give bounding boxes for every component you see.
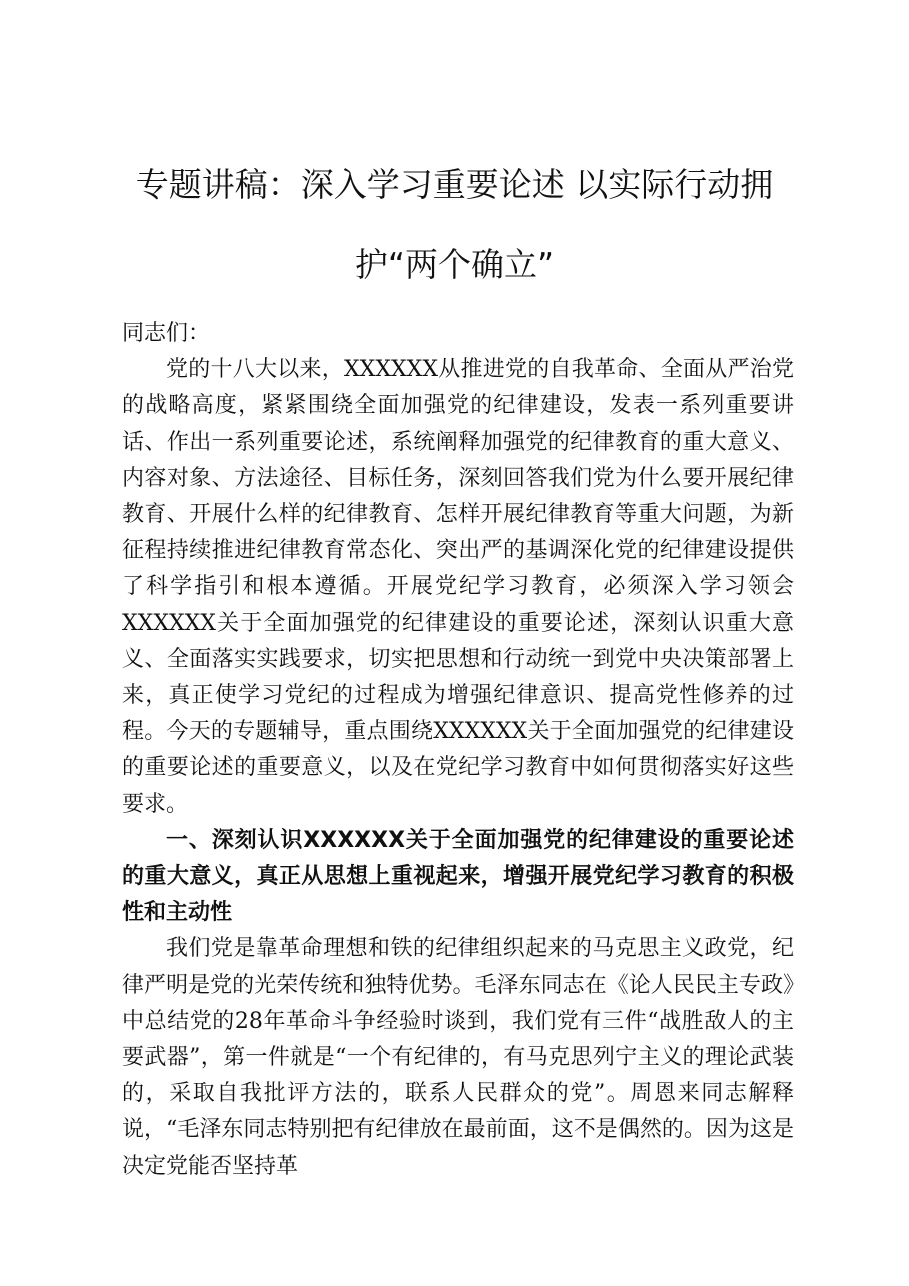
section-heading-1: 一、深刻认识XXXXXX关于全面加强党的纪律建设的重要论述的重大意义，真正从思想上重视起来，增强开展党纪学习教育的积极性和主动性 (122, 827, 794, 926)
document-title-line-1: 专题讲稿：深入学习重要论述 以实际行动拥 (135, 165, 774, 204)
document-body (122, 316, 794, 1185)
document-title-line-2: 护“两个确立” (354, 245, 555, 284)
salutation: 同志们： (122, 321, 211, 346)
paragraph-intro: 党的十八大以来，XXXXXX从推进党的自我革命、全面从严治党的战略高度，紧紧围绕全面加强党的纪律建设，发表一系列重要讲话、作出一系列重要论述，系统阐释加强党的纪律教育的重大意义、内容对象、方法途径、目标任务，深刻回答我们党为什么要开展纪律教育、开展什么样的纪律教育、怎样开展纪律教育等重大问题，为新征程持续推进纪律教育常态化、突出严的基调深化党的纪律建设提供了科学指引和根本遵循。开展党纪学习教育，必须深入学习领会XXXXXX关于全面加强党的纪律建设的重要论述，深刻认识重大意义、全面落实实践要求，切实把思想和行动统一到党中央决策部署上来，真正使学习党纪的过程成为增强纪律意识、提高党性修养的过程。今天的专题辅导，重点围绕XXXXXX关于全面加强党的纪律建设的重要论述的重要意义，以及在党纪学习教育中如何贯彻落实好这些要求。 (122, 357, 794, 817)
paragraph-section-1: 我们党是靠革命理想和铁的纪律组织起来的马克思主义政党，纪律严明是党的光荣传统和独特优势。毛泽东同志在《论人民民主专政》中总结党的28年革命斗争经验时谈到，我们党有三件“战胜敌人的主要武器”，第一件就是“一个有纪律的，有马克思列宁主义的理论武装的，采取自我批评方法的，联系人民群众的党”。周恩来同志解释说，“毛泽东同志特别把有纪律放在最前面，这不是偶然的。因为这是决定党能否坚持革 (122, 936, 794, 1179)
